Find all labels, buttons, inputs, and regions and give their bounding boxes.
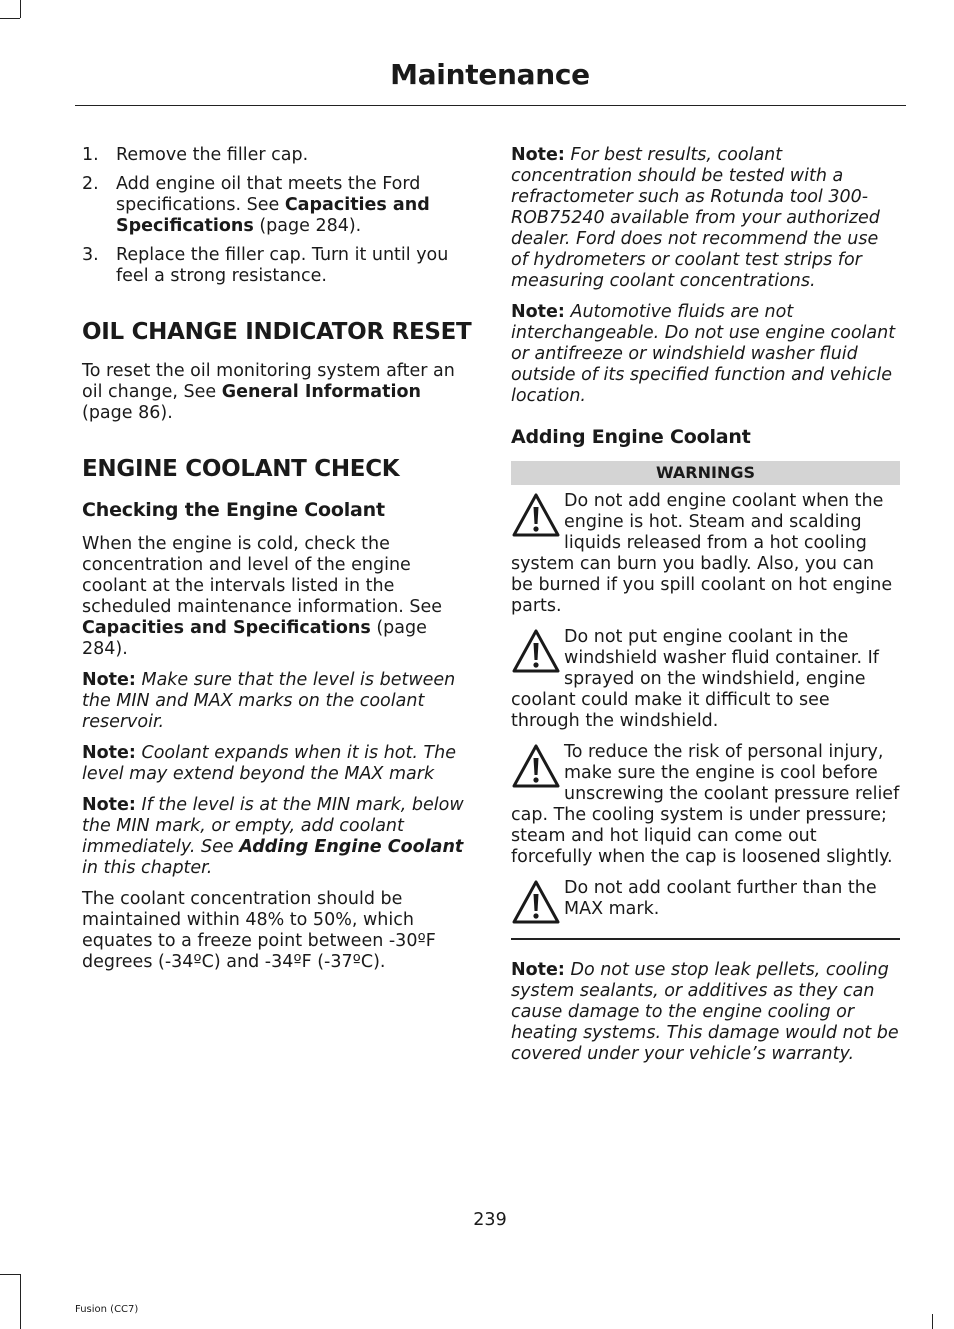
warning-triangle-icon [511,627,561,677]
right-column [511,145,900,1075]
paragraph: The coolant concentration should be maintained within 48% to 50%, which equates to a freeze point between -30ºF degrees (-34ºC) and -34ºF (-37ºC). [82,889,436,972]
note: Note: For best results, coolant concentration should be tested with a refractometer such as Rotunda tool 300-ROB75240 available from your authorized dealer. Ford does not recommend the use of hydrometers or coolant test strips for measuring coolant concentrations. [511,145,880,291]
list-item: 3. Replace the filler cap. Turn it until you feel a strong resistance. [82,245,449,286]
warning-item: Do not add coolant further than the MAX mark. [511,878,900,940]
section-heading: ENGINE COOLANT CHECK [82,456,400,482]
left-column [82,145,472,983]
warning-item: Do not add engine coolant when the engine is hot. Steam and scalding liquids released from a hot cooling system can burn you badly. Also, you can be burned if you spill coolant on hot engine parts. [511,491,893,616]
paragraph: When the engine is cold, check the concentration and level of the engine coolant at the intervals listed in the scheduled maintenance information. See Capacities and Specifications (page 284). [82,534,443,659]
warnings-header: WARNINGS [511,461,900,485]
warning-triangle-icon [511,491,561,541]
crop-mark [0,1274,20,1275]
note: Note: If the level is at the MIN mark, below the MIN mark, or empty, add coolant immediately. See Adding Engine Coolant in this chapter. [82,795,464,878]
page-number: 239 [473,1210,507,1230]
header-rule [75,105,906,106]
cross-reference[interactable]: Capacities and Specifications [82,618,371,638]
note: Note: Automotive fluids are not interchangeable. Do not use engine coolant or antifreeze or windshield washer fluid outside of its specified function and vehicle location. [511,302,896,406]
list-item: 1. Remove the filler cap. [82,145,309,165]
crop-mark [20,0,21,18]
section-heading: OIL CHANGE INDICATOR RESET [82,319,472,345]
list-item: 2. Add engine oil that meets the Ford specifications. See Capacities and Specifications (page 284). [82,174,430,236]
paragraph: To reset the oil monitoring system after an oil change, See General Information (page 86). [82,361,455,423]
page-title: Maintenance [390,58,590,91]
crop-mark [20,1274,21,1329]
crop-mark [932,1314,933,1329]
steps-list [82,145,472,287]
cross-reference[interactable]: General Information [221,382,421,402]
note: Note: Do not use stop leak pellets, cooling system sealants, or additives as they can cause damage to the engine cooling or heating systems. This damage would not be covered under your vehicle’s warranty. [511,960,899,1064]
footer-label: Fusion (CC7) [75,1304,139,1315]
warning-item: To reduce the risk of personal injury, make sure the engine is cool before unscrewing the coolant pressure relief cap. The cooling system is under pressure; steam and hot liquid can come out forcefully when the cap is loosened slightly. [511,742,900,867]
note: Note: Make sure that the level is between the MIN and MAX marks on the coolant reservoir. [82,670,456,732]
warning-triangle-icon [511,742,561,792]
subsection-heading: Checking the Engine Coolant [82,499,385,521]
warning-item: Do not put engine coolant in the windshield washer fluid container. If sprayed on the windshield, engine coolant could make it difficult to see through the windshield. [511,627,879,731]
warning-triangle-icon [511,878,561,928]
cross-reference[interactable]: Adding Engine Coolant [239,837,464,857]
note: Note: Coolant expands when it is hot. The level may extend beyond the MAX mark [82,743,457,784]
crop-mark [0,18,20,19]
subsection-heading: Adding Engine Coolant [511,426,751,448]
cross-reference[interactable]: Capacities and Specifications [116,195,430,236]
